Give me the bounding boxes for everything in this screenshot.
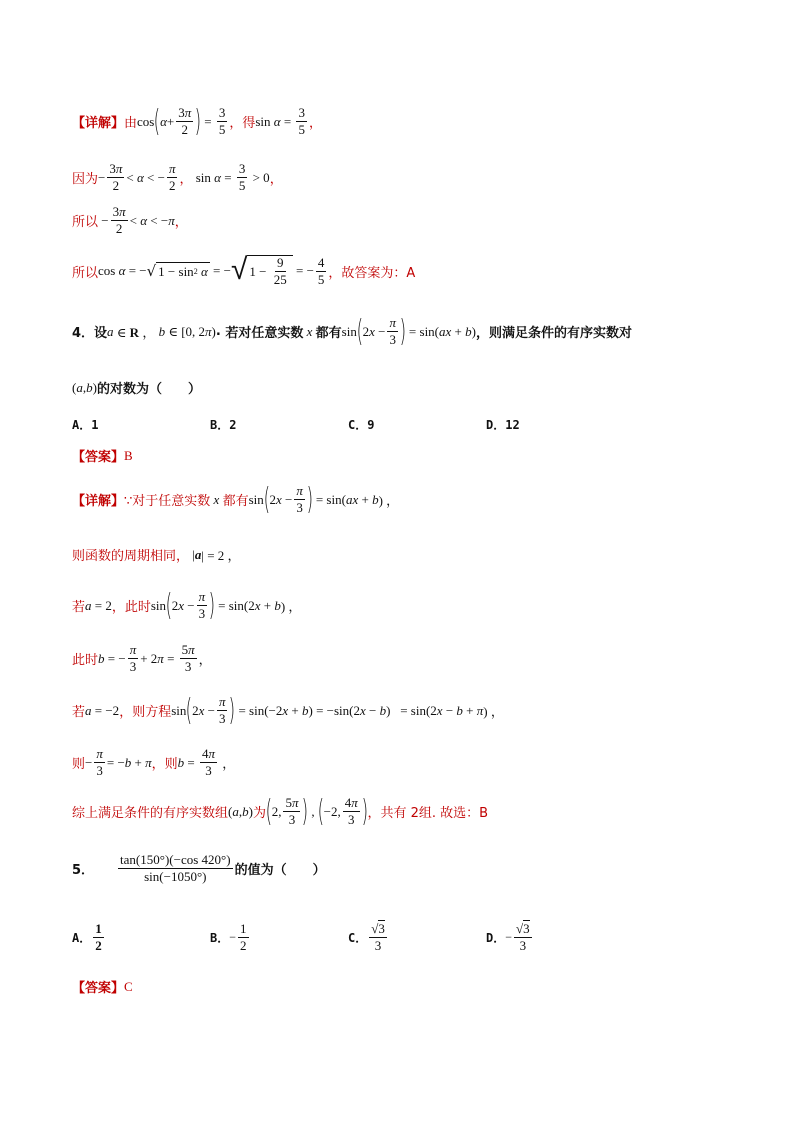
q5-option-d[interactable]: D． − $\frac{√3}{3}$ <box>486 921 530 953</box>
formula-cos: cos <box>137 113 155 129</box>
detail-tag: 【详解】 <box>72 116 125 131</box>
sqrt: √ 1 − sin 2 α <box>146 262 208 280</box>
detail-text: 由 <box>124 116 138 131</box>
q4-detail-4: 此时 b = − $\frac{\pi}{3}$ + 2 π = $\frac{5\pi}{3}$ ， <box>72 642 212 674</box>
fraction: $\frac{4}{5}$ <box>317 254 325 287</box>
q4-detail-1: 【详解】 ∵对于任意实数 x 都有 sin ( 2 x − $\frac{\pi}{3}$ ) = sin( ax + b ) ， <box>72 481 400 517</box>
q4-detail-2: 则函数的周期相同， | a | = 2 ， <box>72 546 241 564</box>
q5-option-a[interactable]: A． $\frac{1}{2}$ <box>72 921 102 953</box>
q4-stem-line-2: ( a , b ) 的对数为（ ） <box>72 379 201 397</box>
q4-detail-6: 则 − $\frac{\pi}{3}$ = − b + π ，则 b = $\frac{4\pi}{3}$ ， <box>72 746 236 778</box>
q4-detail-5: 若 a = −2 ，则方程 sin ( 2 x − $\frac{\pi}{3}$ ) = sin(−2 x + b ) = −sin(2 x − b ) = sin(2 x − b + π ) ， <box>72 692 504 728</box>
fraction: $\frac{\pi}{2}$ <box>168 161 176 193</box>
fraction: $\frac{3}{5}$ <box>298 105 305 137</box>
detail-line-2: 因为 − $\frac{3\pi}{2}$ < α < − $\frac{\pi}{2}$ ， sin α = $\frac{3}{5}$ > 0 ， <box>72 161 283 193</box>
q5-stem: 5． $\frac{\tan(150^\circ)(-\cos 420^\circ)}{\sin(-1050^\circ)}$ 的值为（ ） <box>72 852 326 884</box>
q4-option-c[interactable]: C．9 <box>348 418 375 432</box>
q5-option-b[interactable]: B． − $\frac{1}{2}$ <box>210 921 247 953</box>
fraction: $\frac{3\pi}{2}$ <box>178 105 192 137</box>
detail-line-3: 所以 − $\frac{3\pi}{2}$ < α < − π ， <box>72 204 188 236</box>
fraction: $\frac{3}{5}$ <box>238 161 246 193</box>
q5-option-c[interactable]: C． $\frac{√3}{3}$ <box>348 921 385 953</box>
q4-option-a[interactable]: A．1 <box>72 418 99 432</box>
fraction: $\frac{3\pi}{2}$ <box>112 204 126 236</box>
q4-answer: 【答案】 B <box>72 447 133 465</box>
detail-line-4: 所以 cos α = − √ 1 − sin 2 α = − √ 1 − $\frac{9}{25}$ = − $\frac{4}{5}$ ，故答案为：A <box>72 252 416 287</box>
q5-expression: $\frac{\tan(150^\circ)(-\cos 420^\circ)}{\sin(-1050^\circ)}$ <box>120 852 231 884</box>
q5-answer: 【答案】 C <box>72 978 133 996</box>
answer-text: ，故答案为：A <box>328 265 416 281</box>
q4-option-b[interactable]: B．2 <box>210 418 237 432</box>
q4-detail-7: 综上满足条件的有序实数组 ( a , b ) 为 ( 2, $\frac{5\pi}{3}$ ) , ( −2, $\frac{4\pi}{3}$ ) ，共有 2组. 故选：B <box>72 793 489 829</box>
fraction: $\frac{3}{5}$ <box>218 105 226 137</box>
q4-number: 4．设 <box>72 326 108 341</box>
fraction: $\frac{3\pi}{2}$ <box>109 161 123 193</box>
q5-number: 5． <box>72 863 95 878</box>
sqrt: √ 1 − $\frac{9}{25}$ <box>231 255 293 287</box>
detail-line-1: 【详解】 由 cos ( α + $\frac{3\pi}{2}$ ) = $\frac{3}{5}$ ，得 sin α = $\frac{3}{5}$ ， <box>72 103 322 139</box>
q4-detail-3: 若 a = 2 ，此时 sin ( 2 x − $\frac{\pi}{3}$ ) = sin(2 x + b ) ， <box>72 587 302 623</box>
q4-stem-line-1: 4．设 a ∈ R ， b ∈ [0, 2 π ) . 若对任意实数 x 都有 sin ( 2 x − $\frac{\pi}{3}$ ) = sin( ax + b ) ，则满足条件的有序实数对 <box>72 313 632 349</box>
q4-option-d[interactable]: D．12 <box>486 418 520 432</box>
